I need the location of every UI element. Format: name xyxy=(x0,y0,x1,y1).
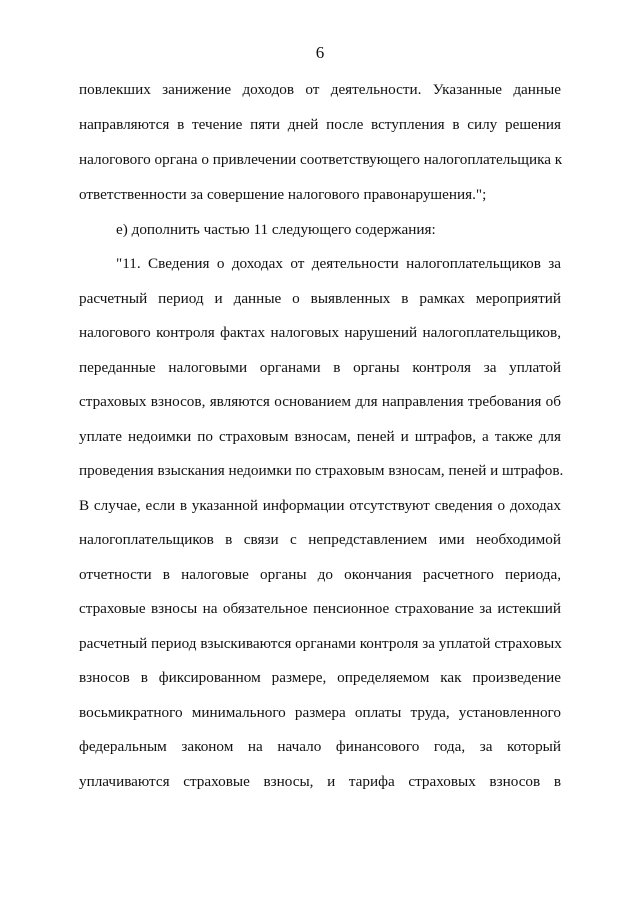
text-line: восьмикратного минимального размера оплаты труда, установленного xyxy=(79,704,561,721)
text-line: федеральным законом на начало финансового года, за который xyxy=(79,738,561,755)
text-line: направляются в течение пяти дней после вступления в силу решения xyxy=(79,116,561,133)
text-line: повлекших занижение доходов от деятельности. Указанные данные xyxy=(79,81,561,98)
text-line: расчетный период взыскиваются органами контроля за уплатой страховых xyxy=(79,635,562,652)
text-line: ответственности за совершение налогового правонарушения."; xyxy=(79,186,487,203)
text-line: уплате недоимки по страховым взносам, пеней и штрафов, а также для xyxy=(79,428,561,445)
text-line: расчетный период и данные о выявленных в рамках мероприятий xyxy=(79,290,561,307)
text-line: страховые взносы на обязательное пенсионное страхование за истекший xyxy=(79,600,561,617)
text-line: налогоплательщиков в связи с непредставлением ими необходимой xyxy=(79,531,561,548)
text-line: уплачиваются страховые взносы, и тарифа страховых взносов в xyxy=(79,773,561,790)
text-line: налогового контроля фактах налоговых нарушений налогоплательщиков, xyxy=(79,324,561,341)
page-number: 6 xyxy=(315,43,325,62)
text-line: е) дополнить частью 11 следующего содержания: xyxy=(116,221,436,238)
text-line: отчетности в налоговые органы до окончания расчетного периода, xyxy=(79,566,561,583)
text-line: В случае, если в указанной информации отсутствуют сведения о доходах xyxy=(79,497,561,514)
text-line: "11. Сведения о доходах от деятельности налогоплательщиков за xyxy=(116,255,561,272)
text-line: переданные налоговыми органами в органы контроля за уплатой xyxy=(79,359,561,376)
text-line: страховых взносов, являются основанием для направления требования об xyxy=(79,393,561,410)
text-line: взносов в фиксированном размере, определяемом как произведение xyxy=(79,669,561,686)
text-line: налогового органа о привлечении соответствующего налогоплательщика к xyxy=(79,151,563,168)
text-line: проведения взыскания недоимки по страховым взносам, пеней и штрафов. xyxy=(79,462,564,479)
